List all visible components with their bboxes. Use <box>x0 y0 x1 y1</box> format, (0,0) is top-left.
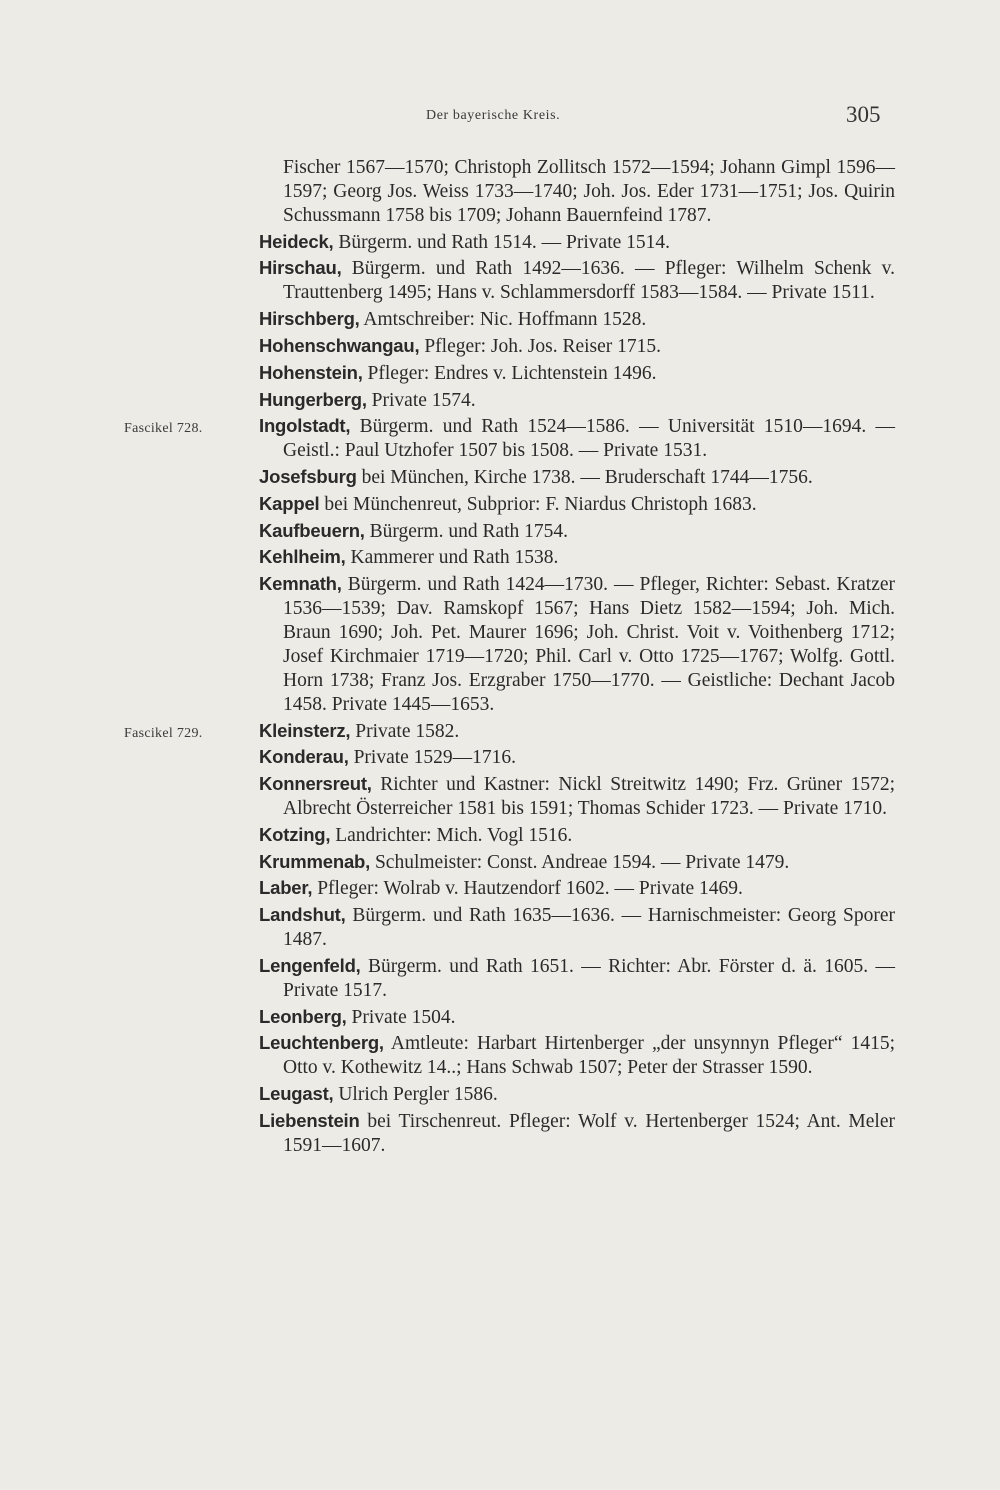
entry <box>259 850 895 875</box>
entry-text: bei München, Kirche 1738. — Bruderschaft 1744—1756. <box>356 467 813 488</box>
entry-text: Private 1529—1716. <box>348 747 517 769</box>
entry-list <box>124 230 895 1158</box>
place-name: Laber, <box>259 877 313 899</box>
place-name: Josefsburg <box>259 466 357 487</box>
place-name: Leonberg, <box>259 1005 347 1027</box>
entry <box>259 256 895 305</box>
place-name: Kotzing, <box>259 823 331 845</box>
entry-text: Ulrich Pergler 1586. <box>333 1084 498 1106</box>
entry <box>259 745 895 770</box>
entry-text: Bürgerm. und Rath 1514. — Private 1514. <box>333 231 671 253</box>
entry-text: Bürgerm. und Rath 1651. — Richter: Abr. Förster d. ä. 1605. — Private 1517. <box>283 955 895 1001</box>
place-name: Leugast, <box>259 1083 334 1105</box>
entry <box>259 388 895 413</box>
entry-text: bei Münchenreut, Subprior: F. Niardus Christoph 1683. <box>319 493 757 515</box>
entry <box>259 465 895 490</box>
entry-text: Pfleger: Wolrab v. Hautzendorf 1602. — Private 1469. <box>312 878 743 900</box>
place-name: Kaufbeuern, <box>259 519 365 541</box>
place-name: Landshut, <box>259 904 346 926</box>
place-name: Hohenstein, <box>259 361 363 383</box>
place-name: Kehlheim, <box>259 546 346 568</box>
entry-text: Private 1574. <box>366 389 476 411</box>
entry-text: Bürgerm. und Rath 1524—1586. — Universität 1510—1694. — Geistl.: Paul Utzhofer 1507 bis 1508. — Private 1531. <box>283 416 895 462</box>
entry-text: Bürgerm. und Rath 1492—1636. — Pfleger: Wilhelm Schenk v. Trauttenberg 1495; Hans v. Schlammersdorff 1583—1584. — Private 1511. <box>283 258 895 304</box>
place-name: Heideck, <box>259 230 334 252</box>
place-name: Kappel <box>259 492 320 514</box>
entry-text: Landrichter: Mich. Vogl 1516. <box>330 824 573 846</box>
running-head: Der bayerische Kreis. <box>426 108 561 123</box>
page-body <box>124 156 895 1160</box>
entry-text: Richter und Kastner: Nickl Streitwitz 1490; Frz. Grüner 1572; Albrecht Österreicher 1581 bis 1591; Thomas Schider 1723. — Private 1710. <box>283 774 895 820</box>
entry <box>259 572 895 716</box>
place-name: Hungerberg, <box>259 388 367 410</box>
place-name: Kleinsterz, <box>259 719 351 741</box>
entry <box>259 1109 895 1158</box>
place-name: Kemnath, <box>259 573 342 595</box>
place-name: Hirschberg, <box>259 308 360 330</box>
entry-text: Amtschreiber: Nic. Hoffmann 1528. <box>359 309 647 331</box>
entry <box>259 519 895 544</box>
entry-text: Bürgerm. und Rath 1635—1636. — Harnischmeister: Georg Sporer 1487. <box>283 905 895 951</box>
entry <box>259 1031 895 1080</box>
entry <box>124 719 895 744</box>
entry <box>259 1082 895 1107</box>
entry <box>259 230 895 255</box>
entry-text: Pfleger: Endres v. Lichtenstein 1496. <box>362 362 657 384</box>
entry-text: Amtleute: Harbart Hirtenberger „der unsynnyn Pfleger“ 1415; Otto v. Kothewitz 14..; Hans Schwab 1507; Peter der Strasser 1590. <box>283 1033 895 1079</box>
entry-text: Bürgerm. und Rath 1424—1730. — Pfleger, Richter: Sebast. Kratzer 1536—1539; Dav. Ramskopf 1567; Hans Dietz 1582—1594; Joh. Mich. Braun 1690; Joh. Pet. Maurer 1696; Joh. Christ. Voit v. Voithenberg 1712; Josef Kirchmaier 1719—1720; Phil. Carl v. Otto 1725—1767; Wolfg. Gottl. Horn 1738; Franz Jos. Erzgraber 1750—1770. — Geistliche: Dechant Jacob 1458. Private 1445—1653. <box>283 574 895 715</box>
place-name: Hirschau, <box>259 257 342 279</box>
margin-note: Fascikel 728. <box>124 421 203 437</box>
place-name: Konderau, <box>259 746 349 768</box>
place-name: Lengenfeld, <box>259 954 361 976</box>
entry <box>259 545 895 570</box>
entry <box>259 1005 895 1030</box>
entry-text: Kammerer und Rath 1538. <box>345 547 559 569</box>
margin-note: Fascikel 729. <box>124 725 203 741</box>
entry <box>259 876 895 901</box>
page-header <box>0 102 1000 132</box>
continued-entry: Fischer 1567—1570; Christoph Zollitsch 1572—1594; Johann Gimpl 1596—1597; Georg Jos. Weiss 1733—1740; Joh. Jos. Eder 1731—1751; Jos. Quirin Schussmann 1758 bis 1709; Johann Bauernfeind 1787. <box>283 157 895 226</box>
entry <box>259 334 895 359</box>
entry <box>259 903 895 952</box>
entry-text: Bürgerm. und Rath 1754. <box>364 520 569 542</box>
place-name: Liebenstein <box>259 1109 360 1131</box>
entry <box>259 361 895 386</box>
place-name: Krummenab, <box>259 850 371 872</box>
place-name: Ingolstadt, <box>259 415 351 437</box>
entry <box>124 414 895 463</box>
entry <box>259 492 895 517</box>
entry-text: bei Tirschenreut. Pfleger: Wolf v. Hertenberger 1524; Ant. Meler 1591—1607. <box>283 1110 895 1156</box>
entry-text: Schulmeister: Const. Andreae 1594. — Private 1479. <box>370 851 790 873</box>
entry-text: Private 1504. <box>346 1006 456 1028</box>
entry-text: Private 1582. <box>350 720 460 742</box>
place-name: Konnersreut, <box>259 773 372 795</box>
entry <box>259 772 895 821</box>
entry <box>259 307 895 332</box>
entry <box>259 823 895 848</box>
place-name: Hohenschwangau, <box>259 334 420 356</box>
entry <box>259 954 895 1003</box>
entry-text: Pfleger: Joh. Jos. Reiser 1715. <box>419 335 662 357</box>
page-number: 305 <box>846 102 881 127</box>
place-name: Leuchtenberg, <box>259 1032 384 1054</box>
